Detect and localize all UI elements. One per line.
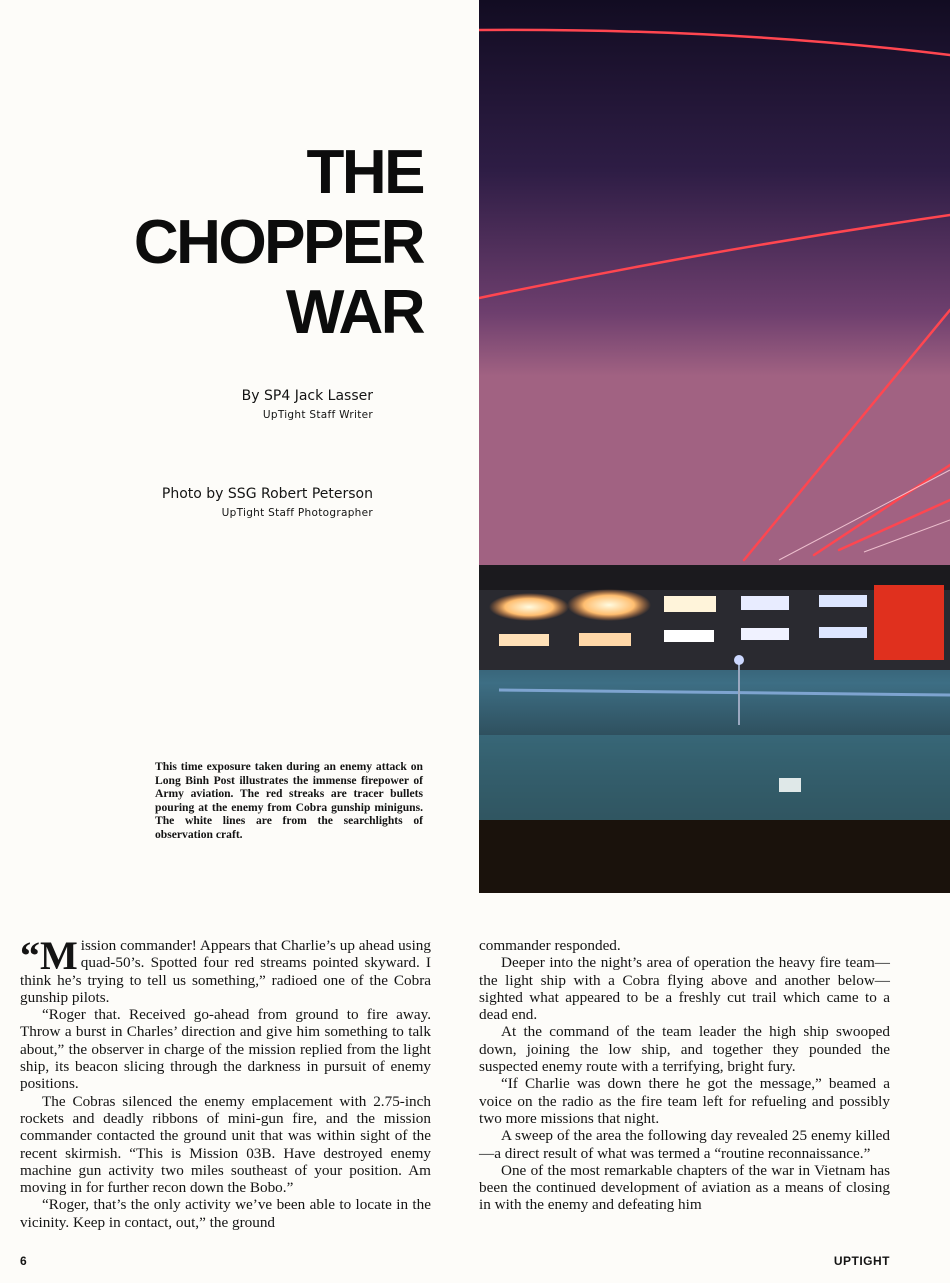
author-byline — [242, 388, 373, 421]
article-title — [134, 138, 423, 348]
photo-credit — [162, 486, 373, 519]
article-column-left — [20, 933, 431, 1231]
body-paragraph: At the command of the team leader the high ship swooped down, joining the low ship, and together they pounded the suspected enemy route with a terrifying, bright fury. — [479, 1023, 890, 1076]
body-paragraph: A sweep of the area the following day revealed 25 enemy killed—a direct result of what was termed a “routine reconnaissance.” — [479, 1127, 890, 1162]
photographer-role: UpTight Staff Photographer — [221, 507, 373, 519]
body-paragraph: The Cobras silenced the enemy emplacement with 2.75-inch rockets and deadly ribbons of mini-gun fire, and the mission commander contacted the ground unit that was within sight of the recent skirmish. “This is Mission 03B. Have destroyed enemy machine gun activity two miles southeast of your position. Am moving in for further recon down the Bobo.” — [20, 1092, 431, 1197]
body-paragraph: commander responded. — [479, 937, 621, 954]
author-name: By SP4 Jack Lasser — [241, 388, 373, 404]
title-line: WAR — [285, 278, 423, 347]
drop-cap — [20, 933, 78, 978]
page-number: 6 — [20, 1254, 27, 1268]
tracer-night-photo — [479, 0, 950, 893]
body-paragraph: “Roger, that’s the only activity we’ve been able to locate in the vicinity. Keep in contact, out,” the ground — [20, 1196, 431, 1231]
body-paragraph: “Roger that. Received go-ahead from ground to fire away. Throw a burst in Charles’ direction and give him something to talk about,” the observer in charge of the mission replied from the light ship, its beacon slicing through the darkness in pursuit of enemy positions. — [20, 1006, 431, 1093]
title-line: CHOPPER — [133, 208, 423, 277]
body-paragraph: Deeper into the night’s area of operation the heavy fire team—the light ship with a Cobra flying above and another below—sighted what appeared to be a freshly cut trail which came to a dead end. — [479, 954, 890, 1024]
body-paragraph — [20, 933, 431, 1006]
title-line: THE — [306, 138, 423, 207]
photo-caption: This time exposure taken during an enemy attack on Long Binh Post illustrates the immense firepower of Army aviation. The red streaks are tracer bullets pouring at the enemy from Cobra gunship miniguns. The white lines are from the searchlights of observation craft. — [155, 760, 423, 841]
drop-cap-letter: M — [40, 933, 78, 978]
body-paragraph: “If Charlie was down there he got the message,” beamed a voice on the radio as the fire team left for refueling and possibly two more missions that night. — [479, 1075, 890, 1127]
photographer-name: Photo by SSG Robert Peterson — [161, 486, 373, 502]
article-column-right — [479, 937, 890, 1214]
body-text: ission commander! Appears that Charlie’s up ahead using quad-50’s. Spotted four red streams pointed skyward. I think he’s trying to tell us something,” radioed one of the Cobra gunship pilots. — [20, 937, 431, 1006]
author-role: UpTight Staff Writer — [262, 409, 373, 421]
opening-quote: “ — [20, 933, 40, 978]
magazine-name: UPTIGHT — [833, 1254, 890, 1268]
body-paragraph: One of the most remarkable chapters of the war in Vietnam has been the continued development of aviation as a means of closing in with the enemy and defeating him — [479, 1161, 890, 1214]
